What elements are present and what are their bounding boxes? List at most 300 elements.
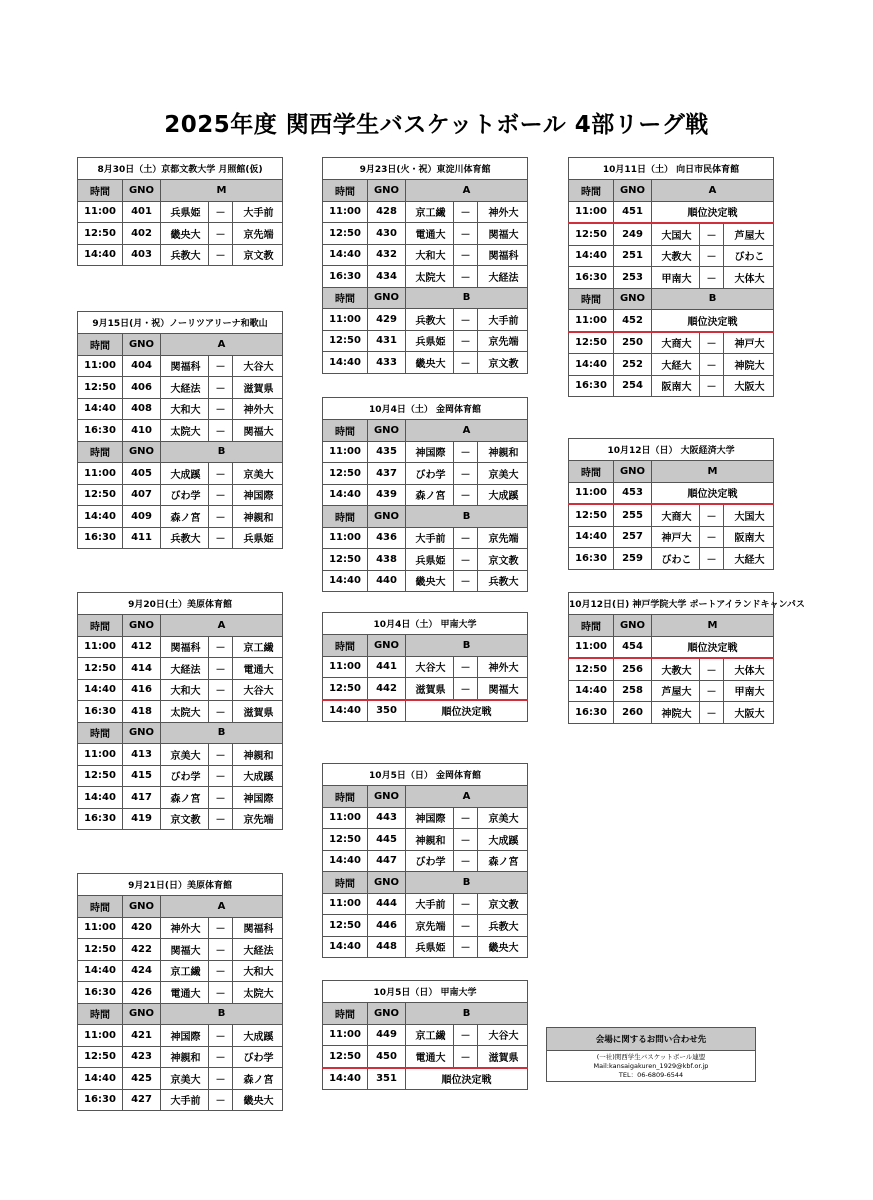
vs-dash: － — [209, 658, 233, 680]
game-number: 423 — [123, 1046, 161, 1068]
vs-dash: － — [209, 744, 233, 766]
home-team: 関福科 — [161, 355, 209, 377]
away-team: 滋賀県 — [478, 1046, 528, 1068]
schedule-table — [77, 311, 283, 549]
away-team: 神外大 — [478, 656, 528, 678]
game-number: 424 — [123, 960, 161, 982]
game-time: 14:40 — [569, 354, 614, 376]
game-row — [323, 700, 528, 722]
game-row — [323, 807, 528, 829]
home-team: 兵県姫 — [406, 330, 454, 352]
game-time: 12:50 — [569, 658, 614, 680]
home-team: 阪南大 — [652, 375, 700, 397]
time-header: 時間 — [323, 420, 368, 442]
venue-header-row — [569, 439, 774, 461]
vs-dash: － — [209, 787, 233, 809]
vs-dash: － — [209, 982, 233, 1004]
away-team: 関福大 — [478, 678, 528, 700]
group-label: B — [406, 506, 528, 528]
game-number: 425 — [123, 1068, 161, 1090]
vs-dash: － — [454, 463, 478, 485]
game-number: 408 — [123, 398, 161, 420]
game-row — [569, 548, 774, 570]
game-number: 443 — [368, 807, 406, 829]
game-number: 418 — [123, 701, 161, 723]
game-time: 12:50 — [323, 1046, 368, 1068]
game-row — [323, 463, 528, 485]
game-time: 12:50 — [323, 463, 368, 485]
game-time: 12:50 — [78, 377, 123, 399]
game-row — [569, 310, 774, 332]
game-number: 429 — [368, 309, 406, 331]
venue-header-row — [78, 874, 283, 896]
column-header-row — [78, 180, 283, 202]
vs-dash: － — [209, 355, 233, 377]
away-team: 阪南大 — [724, 526, 774, 548]
game-row — [78, 1046, 283, 1068]
time-header: 時間 — [78, 441, 123, 463]
game-time: 14:40 — [323, 570, 368, 592]
vs-dash: － — [700, 658, 724, 680]
gno-header: GNO — [123, 1003, 161, 1025]
game-number: 254 — [614, 375, 652, 397]
game-row — [323, 1068, 528, 1090]
game-time: 11:00 — [323, 441, 368, 463]
home-team: 森ノ宮 — [161, 506, 209, 528]
vs-dash: － — [454, 850, 478, 872]
venue-header: 10月11日（土） 向日市民体育館 — [569, 158, 774, 180]
home-team: 関福科 — [161, 636, 209, 658]
away-team: 畿央大 — [233, 1089, 283, 1111]
game-number: 255 — [614, 504, 652, 526]
game-time: 11:00 — [323, 201, 368, 223]
game-row — [78, 636, 283, 658]
away-team: 京美大 — [478, 463, 528, 485]
game-row — [78, 201, 283, 223]
game-time: 16:30 — [569, 702, 614, 724]
home-team: 京文教 — [161, 808, 209, 830]
vs-dash: － — [209, 636, 233, 658]
home-team: 大手前 — [161, 1089, 209, 1111]
away-team: 京美大 — [233, 463, 283, 485]
game-note: 順位決定戦 — [406, 700, 528, 722]
game-time: 16:30 — [569, 375, 614, 397]
game-number: 410 — [123, 420, 161, 442]
game-row — [569, 375, 774, 397]
game-number: 448 — [368, 936, 406, 958]
away-team: 京先端 — [233, 808, 283, 830]
away-team: 京先端 — [478, 527, 528, 549]
home-team: 大和大 — [406, 244, 454, 266]
game-row — [323, 330, 528, 352]
game-number: 449 — [368, 1024, 406, 1046]
game-row — [323, 441, 528, 463]
vs-dash: － — [454, 656, 478, 678]
away-team: 神外大 — [478, 201, 528, 223]
away-team: 大経法 — [233, 939, 283, 961]
game-number: 406 — [123, 377, 161, 399]
column-header-row — [569, 615, 774, 637]
game-time: 11:00 — [78, 355, 123, 377]
game-time: 14:40 — [323, 850, 368, 872]
vs-dash: － — [454, 893, 478, 915]
game-number: 416 — [123, 679, 161, 701]
vs-dash: － — [454, 1046, 478, 1068]
game-time: 16:30 — [78, 527, 123, 549]
game-row — [78, 808, 283, 830]
game-row — [78, 463, 283, 485]
game-time: 12:50 — [78, 939, 123, 961]
column-header-row — [323, 786, 528, 808]
away-team: 畿央大 — [478, 936, 528, 958]
game-number: 415 — [123, 765, 161, 787]
venue-header-row — [323, 764, 528, 786]
home-team: 京先端 — [406, 915, 454, 937]
vs-dash: － — [700, 332, 724, 354]
game-number: 252 — [614, 354, 652, 376]
game-number: 430 — [368, 223, 406, 245]
game-time: 16:30 — [78, 808, 123, 830]
vs-dash: － — [454, 915, 478, 937]
away-team: 大体大 — [724, 658, 774, 680]
game-row — [323, 352, 528, 374]
away-team: 大経大 — [724, 548, 774, 570]
game-number: 445 — [368, 829, 406, 851]
away-team: 滋賀県 — [233, 377, 283, 399]
vs-dash: － — [209, 960, 233, 982]
game-time: 12:50 — [78, 223, 123, 245]
game-time: 12:50 — [78, 484, 123, 506]
home-team: 兵教大 — [161, 244, 209, 266]
home-team: 兵県姫 — [406, 549, 454, 571]
game-time: 11:00 — [323, 527, 368, 549]
game-time: 14:40 — [569, 680, 614, 702]
game-row — [78, 244, 283, 266]
home-team: 大教大 — [652, 245, 700, 267]
game-time: 14:40 — [78, 787, 123, 809]
game-time: 14:40 — [323, 244, 368, 266]
game-time: 14:40 — [323, 936, 368, 958]
column-header-row — [323, 635, 528, 657]
game-number: 351 — [368, 1068, 406, 1090]
game-time: 12:50 — [323, 678, 368, 700]
game-time: 14:40 — [569, 526, 614, 548]
vs-dash: － — [454, 570, 478, 592]
column-header-row — [323, 180, 528, 202]
group-label: M — [652, 615, 774, 637]
group-label: B — [652, 288, 774, 310]
vs-dash: － — [454, 223, 478, 245]
vs-dash: － — [454, 936, 478, 958]
home-team: 大経法 — [161, 658, 209, 680]
group-label: A — [161, 334, 283, 356]
venue-header: 10月5日（日） 甲南大学 — [323, 981, 528, 1003]
game-time: 11:00 — [78, 636, 123, 658]
away-team: 神戸大 — [724, 332, 774, 354]
column-header-row — [569, 180, 774, 202]
game-number: 403 — [123, 244, 161, 266]
away-team: 京工繊 — [233, 636, 283, 658]
home-team: びわ学 — [161, 484, 209, 506]
time-header: 時間 — [323, 506, 368, 528]
vs-dash: － — [209, 420, 233, 442]
contact-body — [547, 1051, 756, 1082]
home-team: 兵県姫 — [161, 201, 209, 223]
away-team: 神外大 — [233, 398, 283, 420]
game-row — [569, 332, 774, 354]
game-time: 11:00 — [569, 201, 614, 223]
away-team: 大体大 — [724, 267, 774, 289]
column-header-row — [323, 420, 528, 442]
vs-dash: － — [700, 267, 724, 289]
game-number: 412 — [123, 636, 161, 658]
game-number: 439 — [368, 484, 406, 506]
gno-header: GNO — [368, 1003, 406, 1025]
gno-header: GNO — [123, 615, 161, 637]
vs-dash: － — [209, 1025, 233, 1047]
away-team: 滋賀県 — [233, 701, 283, 723]
game-row — [78, 1068, 283, 1090]
group-label: B — [406, 635, 528, 657]
away-team: 電通大 — [233, 658, 283, 680]
vs-dash: － — [209, 917, 233, 939]
venue-header-row — [569, 158, 774, 180]
gno-header: GNO — [614, 615, 652, 637]
away-team: 関福大 — [233, 420, 283, 442]
game-note: 順位決定戦 — [652, 201, 774, 223]
schedule-table — [322, 612, 528, 722]
vs-dash: － — [700, 548, 724, 570]
time-header: 時間 — [323, 287, 368, 309]
away-team: 大成蹊 — [478, 484, 528, 506]
game-row — [78, 701, 283, 723]
game-number: 401 — [123, 201, 161, 223]
schedule-table — [568, 592, 805, 724]
game-time: 16:30 — [78, 420, 123, 442]
game-time: 16:30 — [569, 548, 614, 570]
home-team: びわ学 — [406, 850, 454, 872]
home-team: 大商大 — [652, 332, 700, 354]
schedule-table — [568, 157, 774, 397]
venue-header-row — [78, 593, 283, 615]
away-team: 大手前 — [478, 309, 528, 331]
gno-header: GNO — [123, 180, 161, 202]
venue-header-row — [78, 312, 283, 334]
vs-dash: － — [454, 309, 478, 331]
game-time: 12:50 — [323, 915, 368, 937]
vs-dash: － — [454, 1024, 478, 1046]
column-header-row — [78, 615, 283, 637]
gno-header: GNO — [368, 872, 406, 894]
away-team: 京文教 — [478, 893, 528, 915]
game-number: 437 — [368, 463, 406, 485]
home-team: 神外大 — [161, 917, 209, 939]
page-title: 2025年度 関西学生バスケットボール 4部リーグ戦 — [164, 112, 709, 138]
game-number: 257 — [614, 526, 652, 548]
group-label: A — [406, 420, 528, 442]
time-header: 時間 — [569, 180, 614, 202]
vs-dash: － — [454, 201, 478, 223]
game-row — [323, 656, 528, 678]
home-team: 神院大 — [652, 702, 700, 724]
venue-header: 10月4日（土） 金岡体育館 — [323, 398, 528, 420]
home-team: 兵教大 — [406, 309, 454, 331]
game-time: 14:40 — [78, 244, 123, 266]
game-time: 12:50 — [323, 223, 368, 245]
game-row — [78, 917, 283, 939]
away-team: 大経法 — [478, 266, 528, 288]
game-row — [323, 915, 528, 937]
game-number: 434 — [368, 266, 406, 288]
game-row — [323, 201, 528, 223]
game-number: 454 — [614, 636, 652, 658]
time-header: 時間 — [569, 615, 614, 637]
vs-dash: － — [209, 398, 233, 420]
vs-dash: － — [209, 223, 233, 245]
home-team: 神親和 — [161, 1046, 209, 1068]
vs-dash: － — [209, 1068, 233, 1090]
game-number: 260 — [614, 702, 652, 724]
vs-dash: － — [700, 223, 724, 245]
venue-header: 9月21日(日）美原体育館 — [78, 874, 283, 896]
gno-header: GNO — [368, 506, 406, 528]
game-row — [323, 678, 528, 700]
group-label: B — [161, 722, 283, 744]
game-row — [323, 223, 528, 245]
time-header: 時間 — [78, 896, 123, 918]
game-row — [323, 570, 528, 592]
game-row — [323, 309, 528, 331]
column-header-row — [323, 872, 528, 894]
vs-dash: － — [454, 484, 478, 506]
away-team: 神親和 — [233, 506, 283, 528]
group-label: M — [161, 180, 283, 202]
game-time: 16:30 — [78, 1089, 123, 1111]
game-number: 249 — [614, 223, 652, 245]
game-time: 14:40 — [78, 1068, 123, 1090]
game-number: 420 — [123, 917, 161, 939]
home-team: 大経法 — [161, 377, 209, 399]
column-header-row — [78, 1003, 283, 1025]
time-header: 時間 — [323, 786, 368, 808]
game-number: 433 — [368, 352, 406, 374]
game-row — [569, 526, 774, 548]
game-row — [78, 484, 283, 506]
contact-tel: TEL：06-6809-6544 — [618, 1070, 684, 1079]
game-row — [569, 482, 774, 504]
column-header-row — [323, 506, 528, 528]
home-team: 電通大 — [406, 1046, 454, 1068]
time-header: 時間 — [78, 334, 123, 356]
away-team: 甲南大 — [724, 680, 774, 702]
game-time: 11:00 — [323, 1024, 368, 1046]
home-team: 兵教大 — [161, 527, 209, 549]
home-team: 大和大 — [161, 679, 209, 701]
vs-dash: － — [209, 484, 233, 506]
game-row — [78, 787, 283, 809]
game-row — [569, 267, 774, 289]
game-number: 440 — [368, 570, 406, 592]
column-header-row — [323, 1003, 528, 1025]
schedule-table — [77, 592, 283, 830]
home-team: 兵県姫 — [406, 936, 454, 958]
group-label: A — [161, 896, 283, 918]
home-team: 神戸大 — [652, 526, 700, 548]
venue-header: 10月12日（日） 大阪経済大学 — [569, 439, 774, 461]
game-number: 405 — [123, 463, 161, 485]
game-number: 414 — [123, 658, 161, 680]
away-team: 太院大 — [233, 982, 283, 1004]
game-number: 438 — [368, 549, 406, 571]
home-team: 京工繊 — [406, 201, 454, 223]
group-label: B — [406, 1003, 528, 1025]
schedule-table — [322, 157, 528, 374]
home-team: 神親和 — [406, 829, 454, 851]
game-row — [569, 245, 774, 267]
vs-dash: － — [209, 506, 233, 528]
game-time: 12:50 — [78, 765, 123, 787]
game-time: 14:40 — [323, 700, 368, 722]
game-number: 436 — [368, 527, 406, 549]
column-header-row — [323, 287, 528, 309]
game-number: 446 — [368, 915, 406, 937]
gno-header: GNO — [368, 635, 406, 657]
game-row — [323, 936, 528, 958]
game-number: 428 — [368, 201, 406, 223]
away-team: びわ学 — [233, 1046, 283, 1068]
group-label: A — [406, 180, 528, 202]
away-team: 大成蹊 — [478, 829, 528, 851]
home-team: 京美大 — [161, 1068, 209, 1090]
group-label: B — [406, 872, 528, 894]
home-team: 大和大 — [161, 398, 209, 420]
vs-dash: － — [454, 549, 478, 571]
game-number: 409 — [123, 506, 161, 528]
game-number: 259 — [614, 548, 652, 570]
game-time: 11:00 — [323, 807, 368, 829]
game-time: 16:30 — [569, 267, 614, 289]
game-time: 11:00 — [78, 201, 123, 223]
game-number: 451 — [614, 201, 652, 223]
time-header: 時間 — [78, 180, 123, 202]
gno-header: GNO — [368, 420, 406, 442]
vs-dash: － — [209, 679, 233, 701]
contact-mail: Mail:kansaigakuren_1929@kbf.or.jp — [593, 1061, 709, 1070]
vs-dash: － — [209, 808, 233, 830]
vs-dash: － — [700, 680, 724, 702]
game-number: 444 — [368, 893, 406, 915]
away-team: 京文教 — [478, 352, 528, 374]
game-number: 431 — [368, 330, 406, 352]
home-team: 畿央大 — [406, 352, 454, 374]
game-row — [78, 765, 283, 787]
game-time: 14:40 — [323, 352, 368, 374]
game-number: 258 — [614, 680, 652, 702]
away-team: 兵県姫 — [233, 527, 283, 549]
game-time: 12:50 — [323, 330, 368, 352]
game-number: 441 — [368, 656, 406, 678]
away-team: 京美大 — [478, 807, 528, 829]
game-number: 422 — [123, 939, 161, 961]
home-team: びわこ — [652, 548, 700, 570]
home-team: 京工繊 — [406, 1024, 454, 1046]
column-header-row — [569, 288, 774, 310]
game-row — [323, 266, 528, 288]
away-team: 京先端 — [478, 330, 528, 352]
home-team: 畿央大 — [406, 570, 454, 592]
time-header: 時間 — [569, 288, 614, 310]
vs-dash: － — [209, 201, 233, 223]
